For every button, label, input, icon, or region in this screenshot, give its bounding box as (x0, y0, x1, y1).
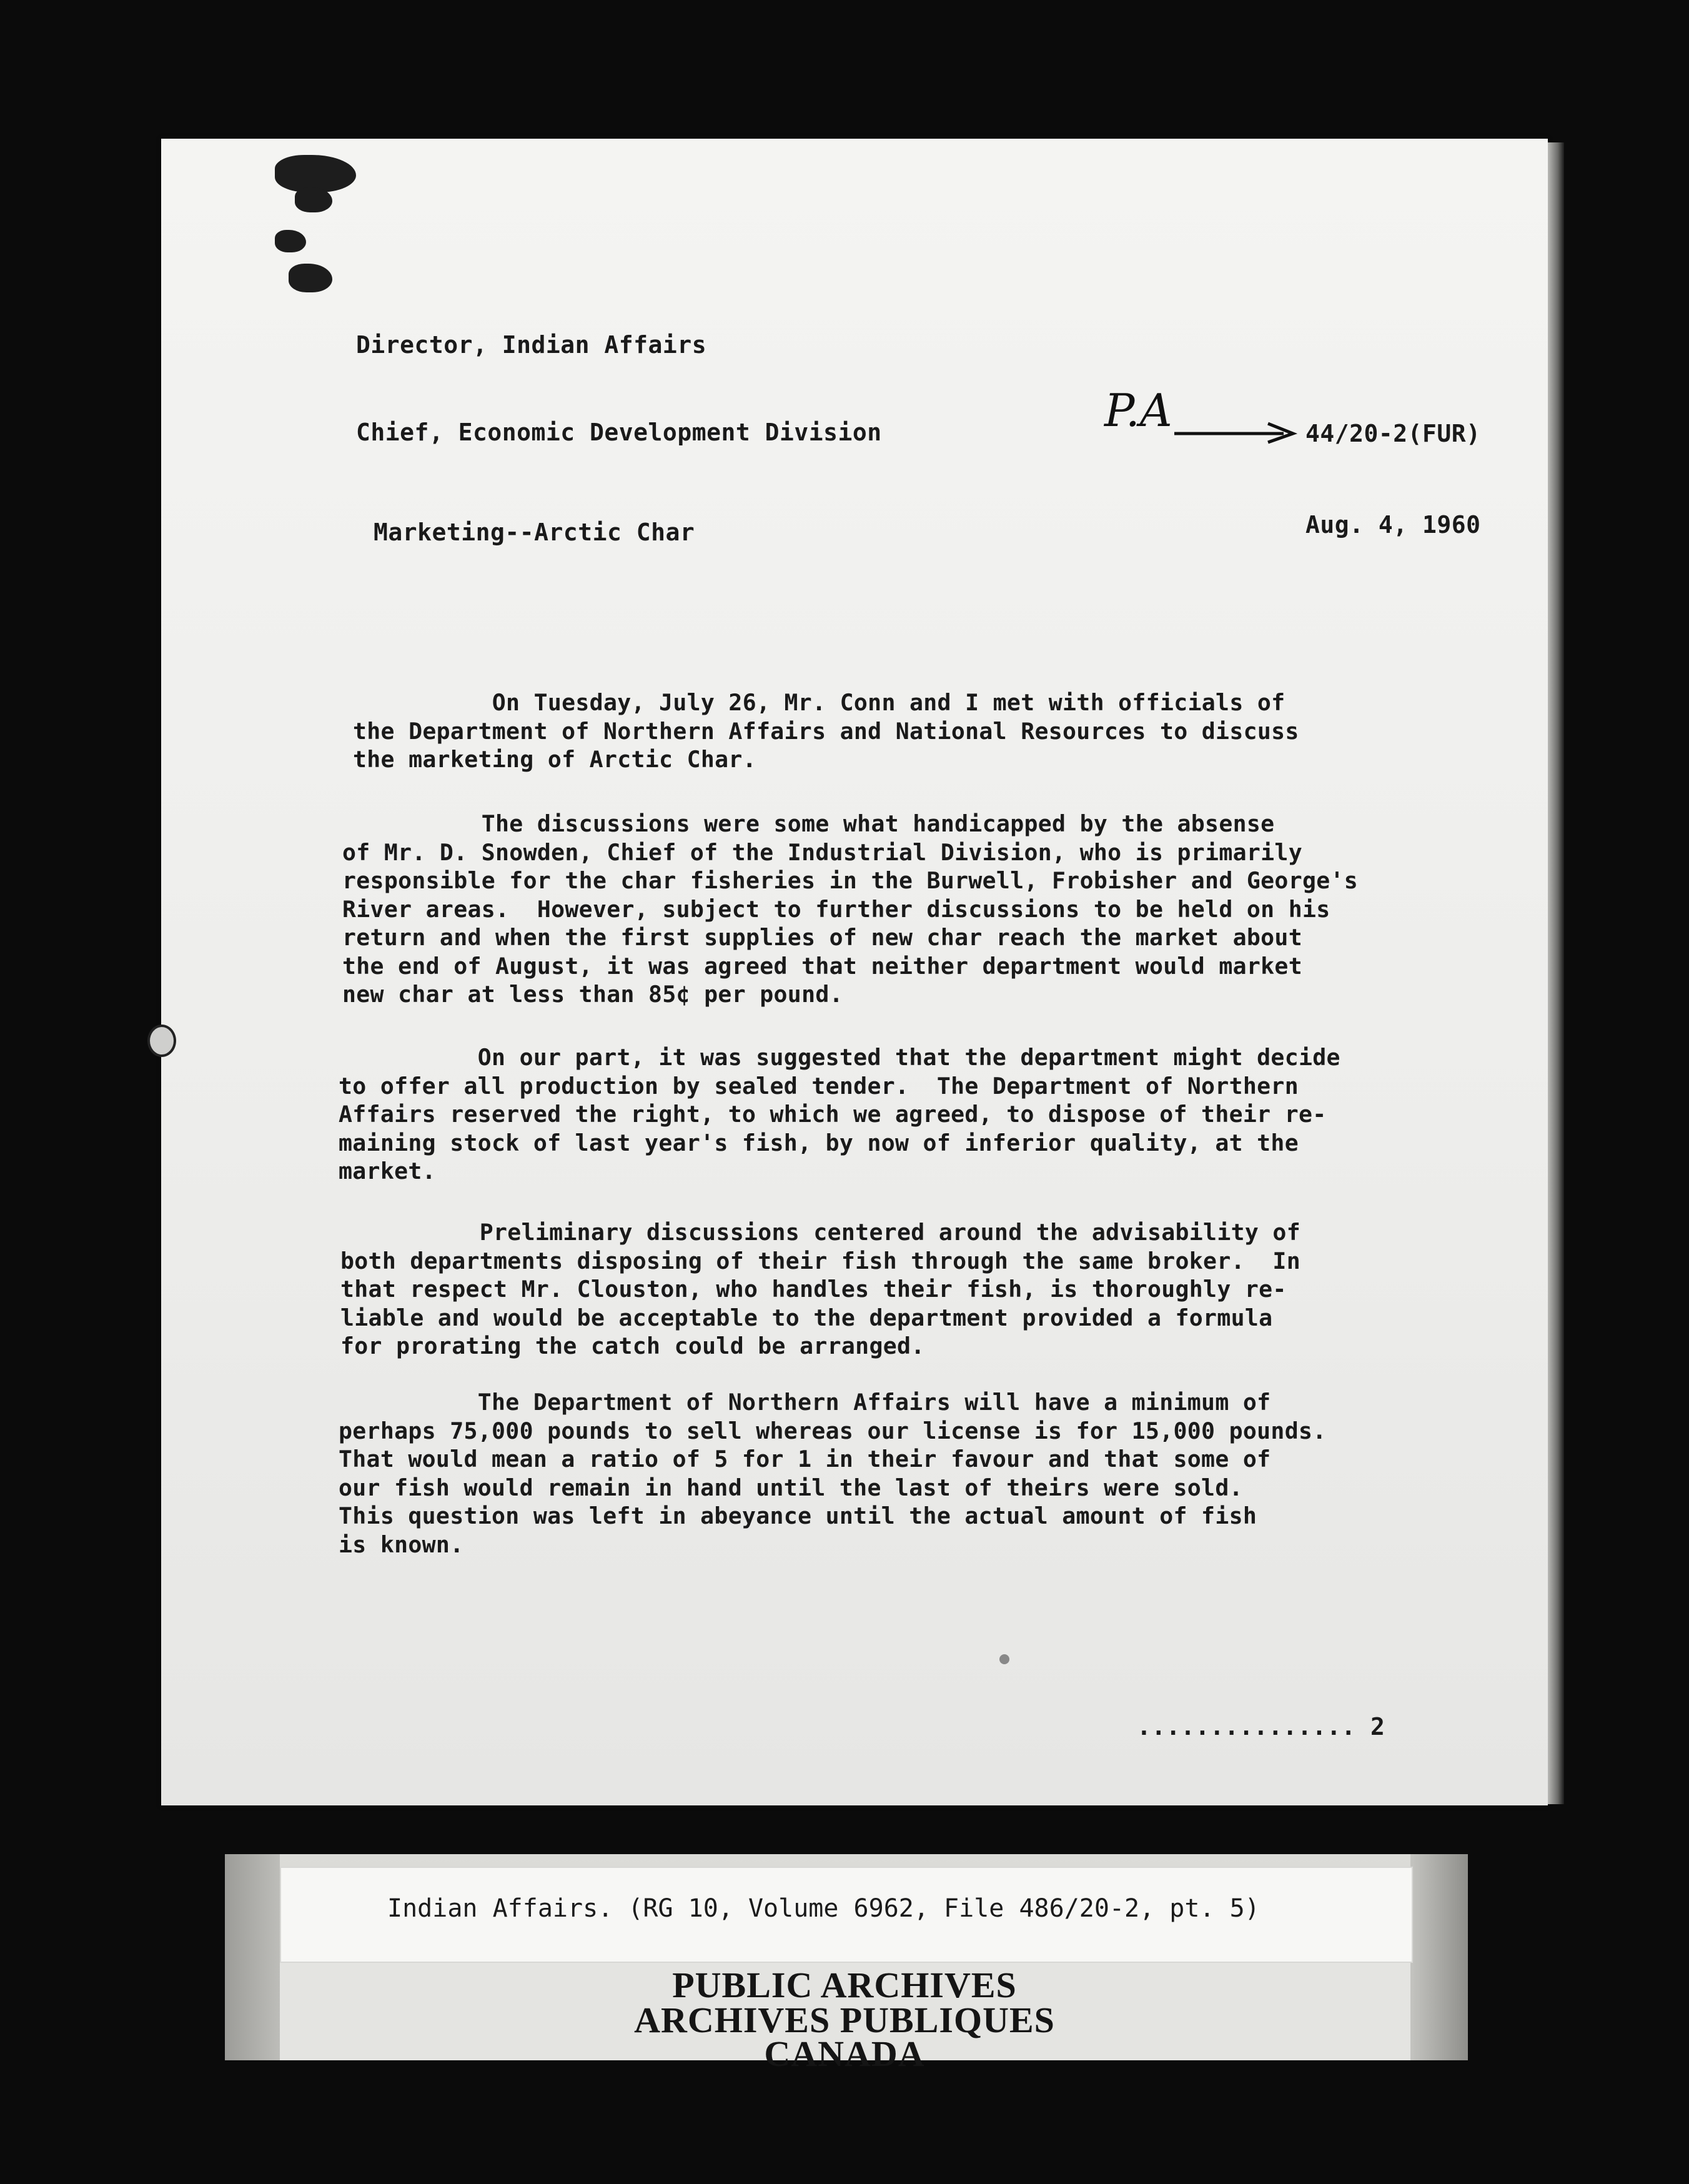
page-edge-shadow (1548, 142, 1564, 1804)
memo-date: Aug. 4, 1960 (1305, 511, 1481, 539)
page-continuation: ............... 2 (1137, 1713, 1385, 1740)
memo-subject: Marketing--Arctic Char (374, 519, 695, 546)
handwritten-file-annotation: P.A (1104, 384, 1172, 437)
staple-mark (289, 264, 332, 292)
staple-mark (275, 230, 306, 252)
archive-reference-label: Indian Affairs. (RG 10, Volume 6962, File 486/20-2, pt. 5) (387, 1894, 1260, 1923)
staple-mark (295, 187, 332, 212)
memo-paragraph-4: Preliminary discussions centered around the advisability of both departments disposing of their fish through the same broker. In that respect Mr. Clouston, who handles their fish, is thoroughly re- liable and would be acceptable to the department provided a formula for prorating the catch could be arranged. (340, 1219, 1300, 1359)
memo-paragraph-1: On Tuesday, July 26, Mr. Conn and I met with officials of the Department of Northern Affairs and National Resources to discuss the marketing of Arctic Char. (353, 689, 1299, 773)
archive-stamp-line-1: PUBLIC ARCHIVES (672, 1965, 1017, 2005)
file-reference: 44/20-2(FUR) (1305, 420, 1481, 447)
paper-speck (999, 1654, 1009, 1664)
memo-to: Director, Indian Affairs (356, 331, 707, 359)
archive-stamp-line-3: CANADA (764, 2033, 925, 2074)
archive-stamp-line-2: ARCHIVES PUBLIQUES (634, 2000, 1055, 2040)
memo-from: Chief, Economic Development Division (356, 419, 882, 446)
memo-paragraph-3: On our part, it was suggested that the department might decide to offer all production by sealed tender. The Department of Northern Affairs reserved the right, to which we agreed, to dispose of their re- maining stock of last year's fish, by now of inferior quality, at the market. (339, 1044, 1340, 1184)
punch-hole (147, 1025, 176, 1057)
memo-paragraph-2: The discussions were some what handicapped by the absense of Mr. D. Snowden, Chief of the Industrial Division, who is primarily responsible for the char fisheries in the Burwell, Frobisher and George's River areas. However, subject to further discussions to be held on his return and when the first supplies of new char reach the market about the end of August, it was agreed that neither department would market new char at less than 85¢ per pound. (342, 810, 1359, 1008)
arrow-icon (1174, 420, 1299, 445)
memo-paragraph-5: The Department of Northern Affairs will have a minimum of perhaps 75,000 pounds to sell whereas our license is for 15,000 pounds. That would mean a ratio of 5 for 1 in their favour and that some of our fish would remain in hand until the last of theirs were sold. This question was left in abeyance until the actual amount of fish is known. (339, 1389, 1327, 1558)
